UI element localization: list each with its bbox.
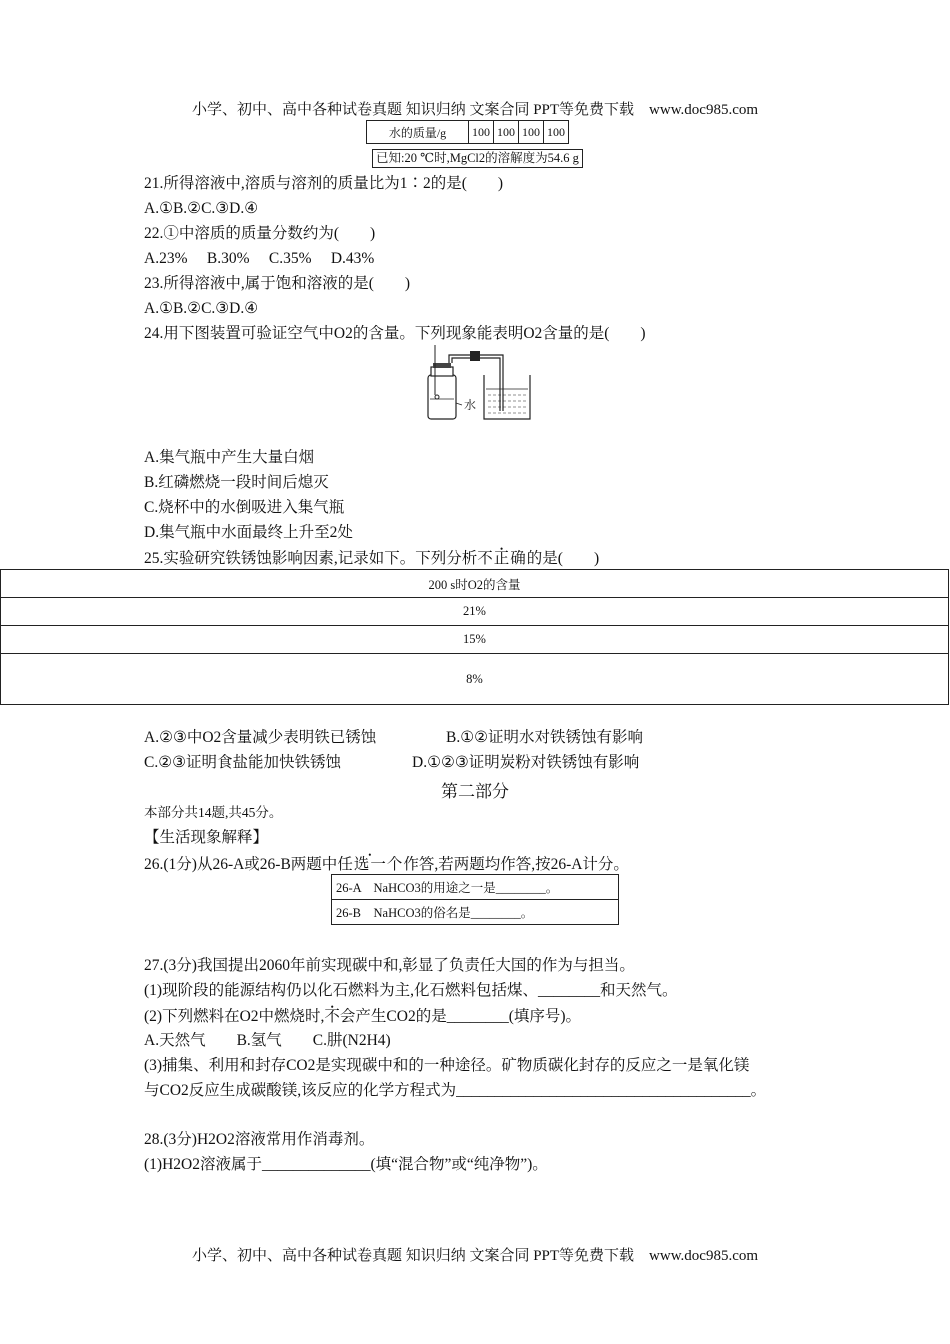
water-mass-cell: 100 <box>469 121 494 144</box>
q24-option-b: B.红磷燃烧一段时间后熄灭 <box>144 474 329 491</box>
oxygen-content-cell: 15% <box>1 626 949 654</box>
oxygen-content-cell: 8% <box>1 654 949 705</box>
oxygen-content-header: 200 s时O2的含量 <box>1 570 949 598</box>
q26-stem-emphasis: 任选一个 <box>337 856 404 873</box>
q25-stem <box>144 549 599 569</box>
q28-part1: (1)H2O2溶液属于______________(填“混合物”或“纯净物”)。 <box>144 1156 548 1173</box>
q25-stem-after: 的是( ) <box>526 550 600 567</box>
q24-option-c: C.烧杯中的水倒吸进入集气瓶 <box>144 499 345 516</box>
q27-stem: 27.(3分)我国提出2060年前实现碳中和,彰显了负责任大国的作为与担当。 <box>144 957 635 974</box>
oxygen-content-table <box>0 569 949 705</box>
figure-water-label: 水 <box>464 398 477 412</box>
q27-part2-before: (2)下列燃料在O2中燃烧时, <box>144 1008 325 1025</box>
q22-stem: 22.①中溶质的质量分数约为( ) <box>144 225 376 242</box>
water-mass-cell: 100 <box>519 121 544 144</box>
q25-option-a: A.②③中O2含量减少表明铁已锈蚀 <box>144 729 377 746</box>
water-mass-label: 水的质量/g <box>367 121 469 144</box>
q25-stem-before: 25.实验研究铁锈蚀影响因素,记录如下。下列分析 <box>144 550 478 567</box>
section-heading: 【生活现象解释】 <box>144 829 269 846</box>
part-two-intro: 本部分共14题,共45分。 <box>144 805 283 820</box>
q25-option-c: C.②③证明食盐能加快铁锈蚀 <box>144 754 342 771</box>
q21-options: A.①B.②C.③D.④ <box>144 200 259 217</box>
page-header: 小学、初中、高中各种试卷真题 知识归纳 文案合同 PPT等免费下载 www.doc985.com <box>191 102 759 118</box>
q26-choice-table <box>331 874 619 925</box>
apparatus-figure <box>418 345 538 425</box>
q22-options: A.23% B.30% C.35% D.43% <box>144 250 375 267</box>
q27-part2-after: 会产生CO2的是________(填序号)。 <box>339 1008 582 1025</box>
q24-option-a: A.集气瓶中产生大量白烟 <box>144 449 315 466</box>
q26-row-a: 26-A NaHCO3的用途之一是________。 <box>332 875 619 900</box>
q26-stem-before: 26.(1分)从26-A或26-B两题中 <box>144 856 338 873</box>
water-mass-cell: 100 <box>494 121 519 144</box>
q25-option-b: B.①②证明水对铁锈蚀有影响 <box>446 729 644 746</box>
q26-row-b: 26-B NaHCO3的俗名是________。 <box>332 900 619 925</box>
q27-part3-line1: (3)捕集、利用和封存CO2是实现碳中和的一种途径。矿物质碳化封存的反应之一是氧化镁 <box>144 1057 750 1074</box>
q24-option-d: D.集气瓶中水面最终上升至2处 <box>144 524 353 541</box>
part-two-title: 第二部分 <box>441 782 509 801</box>
q23-options: A.①B.②C.③D.④ <box>144 300 259 317</box>
q28-stem: 28.(3分)H2O2溶液常用作消毒剂。 <box>144 1131 375 1148</box>
q27-part1: (1)现阶段的能源结构仍以化石燃料为主,化石燃料包括煤、________和天然气。 <box>144 982 678 999</box>
q27-part3-line2: 与CO2反应生成碳酸镁,该反应的化学方程式为______________________________________。 <box>144 1082 767 1099</box>
water-mass-table <box>366 120 569 144</box>
q23-stem: 23.所得溶液中,属于饱和溶液的是( ) <box>144 275 411 292</box>
q21-stem: 21.所得溶液中,溶质与溶剂的质量比为1∶2的是( ) <box>144 175 504 192</box>
q25-stem-emphasis: 不正确 <box>477 550 527 567</box>
water-mass-cell: 100 <box>544 121 569 144</box>
q27-part2-options: A.天然气 B.氢气 C.肼(N2H4) <box>144 1032 391 1049</box>
q24-stem: 24.用下图装置可验证空气中O2的含量。下列现象能表明O2含量的是( ) <box>144 325 646 342</box>
oxygen-content-cell: 21% <box>1 598 949 626</box>
solubility-notice: 已知:20 ℃时,MgCl2的溶解度为54.6 g <box>372 149 583 168</box>
q26-stem <box>144 855 629 875</box>
q27-part2 <box>144 1007 581 1027</box>
q25-option-d: D.①②③证明炭粉对铁锈蚀有影响 <box>412 754 640 771</box>
q27-part2-emphasis: 不 <box>324 1008 340 1025</box>
page-footer: 小学、初中、高中各种试卷真题 知识归纳 文案合同 PPT等免费下载 www.doc985.com <box>191 1248 759 1264</box>
q26-stem-after: 作答,若两题均作答,按26-A计分。 <box>403 856 629 873</box>
